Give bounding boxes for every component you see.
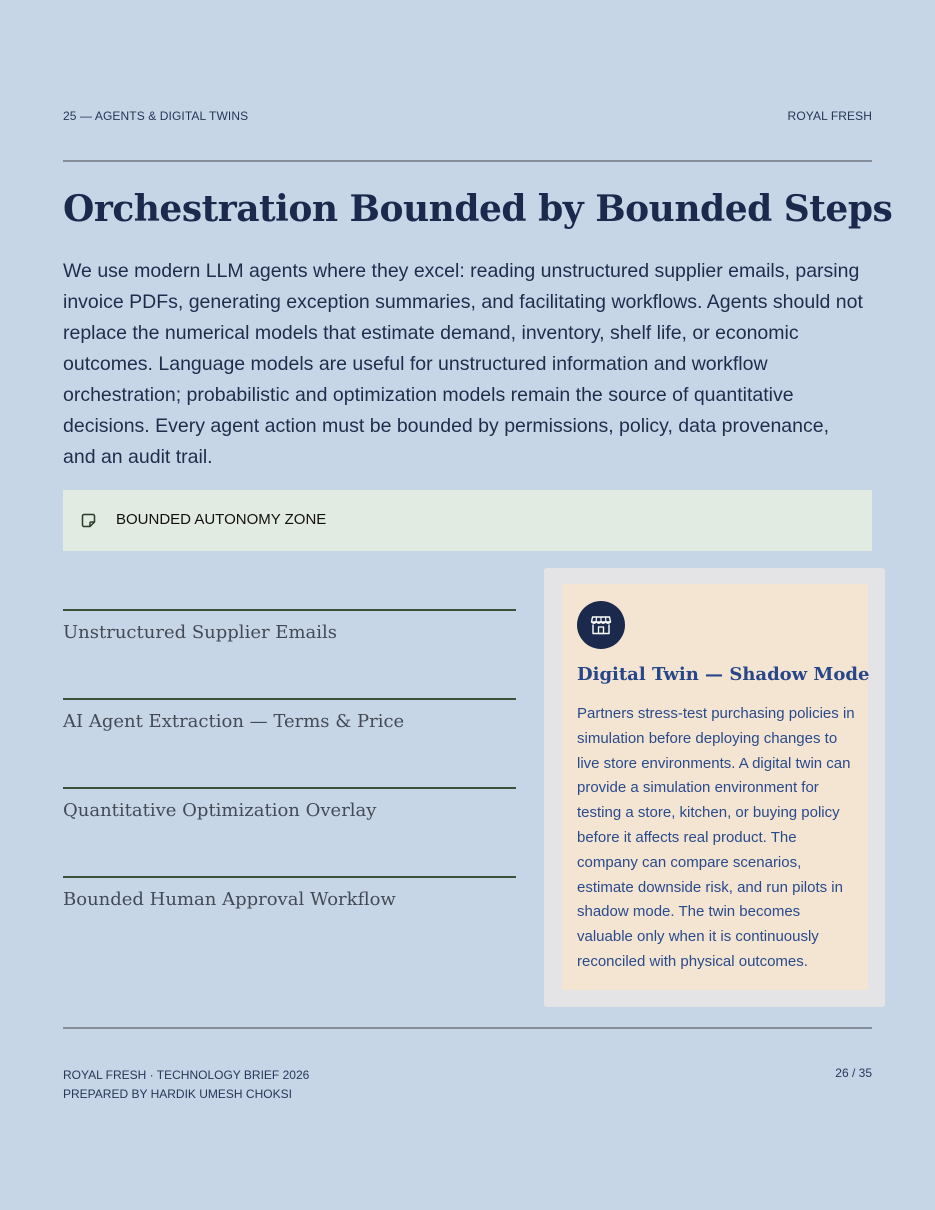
bounded-autonomy-callout <box>63 490 872 551</box>
card-text: Partners stress-test purchasing policies in simulation before deploying changes to live store environments. A digital twin can provide a simulation environment for testing a store, kitchen, or buying policy before it affects real product. The company can compare scenarios, estimate downside risk, and run pilots in shadow mode. The twin becomes valuable only when it is continuously reconciled with physical outcomes. <box>577 705 855 970</box>
step-label: Unstructured Supplier Emails <box>63 622 337 643</box>
note-icon <box>81 513 96 528</box>
header-divider <box>63 160 872 162</box>
page-number: 26 / 35 <box>835 1066 872 1080</box>
step-item <box>63 698 516 760</box>
card-title: Digital Twin — Shadow Mode <box>577 664 870 685</box>
brand-label: ROYAL FRESH <box>787 109 872 123</box>
step-item <box>63 787 516 849</box>
digital-twin-card <box>544 568 885 1007</box>
page-title: Orchestration Bounded by Bounded Steps <box>63 188 893 230</box>
storefront-icon <box>577 601 625 649</box>
page <box>63 0 893 1210</box>
step-item <box>63 609 516 671</box>
step-label: Quantitative Optimization Overlay <box>63 800 377 821</box>
step-item <box>63 876 516 938</box>
intro-paragraph: We use modern LLM agents where they excel: reading unstructured supplier emails, parsing invoice PDFs, generating exception summaries, and facilitating workflows. Agents should not replace the numerical models that estimate demand, inventory, shelf life, or economic outcomes. Language models are useful for unstructured information and workflow orchestration; probabilistic and optimization models remain the source of quantitative decisions. Every agent action must be bounded by permissions, policy, data provenance, and an audit trail. <box>63 260 863 468</box>
footer-divider <box>63 1027 872 1029</box>
footer-author: PREPARED BY HARDIK UMESH CHOKSI <box>63 1087 292 1101</box>
footer-info <box>63 1066 309 1104</box>
step-label: Bounded Human Approval Workflow <box>63 889 396 910</box>
footer-line: ROYAL FRESH · TECHNOLOGY BRIEF 2026 <box>63 1068 310 1082</box>
section-label: 25 — AGENTS & DIGITAL TWINS <box>63 109 249 123</box>
step-label: AI Agent Extraction — Terms & Price <box>63 711 405 732</box>
digital-twin-card-body <box>562 584 868 990</box>
callout-label: BOUNDED AUTONOMY ZONE <box>116 511 327 528</box>
